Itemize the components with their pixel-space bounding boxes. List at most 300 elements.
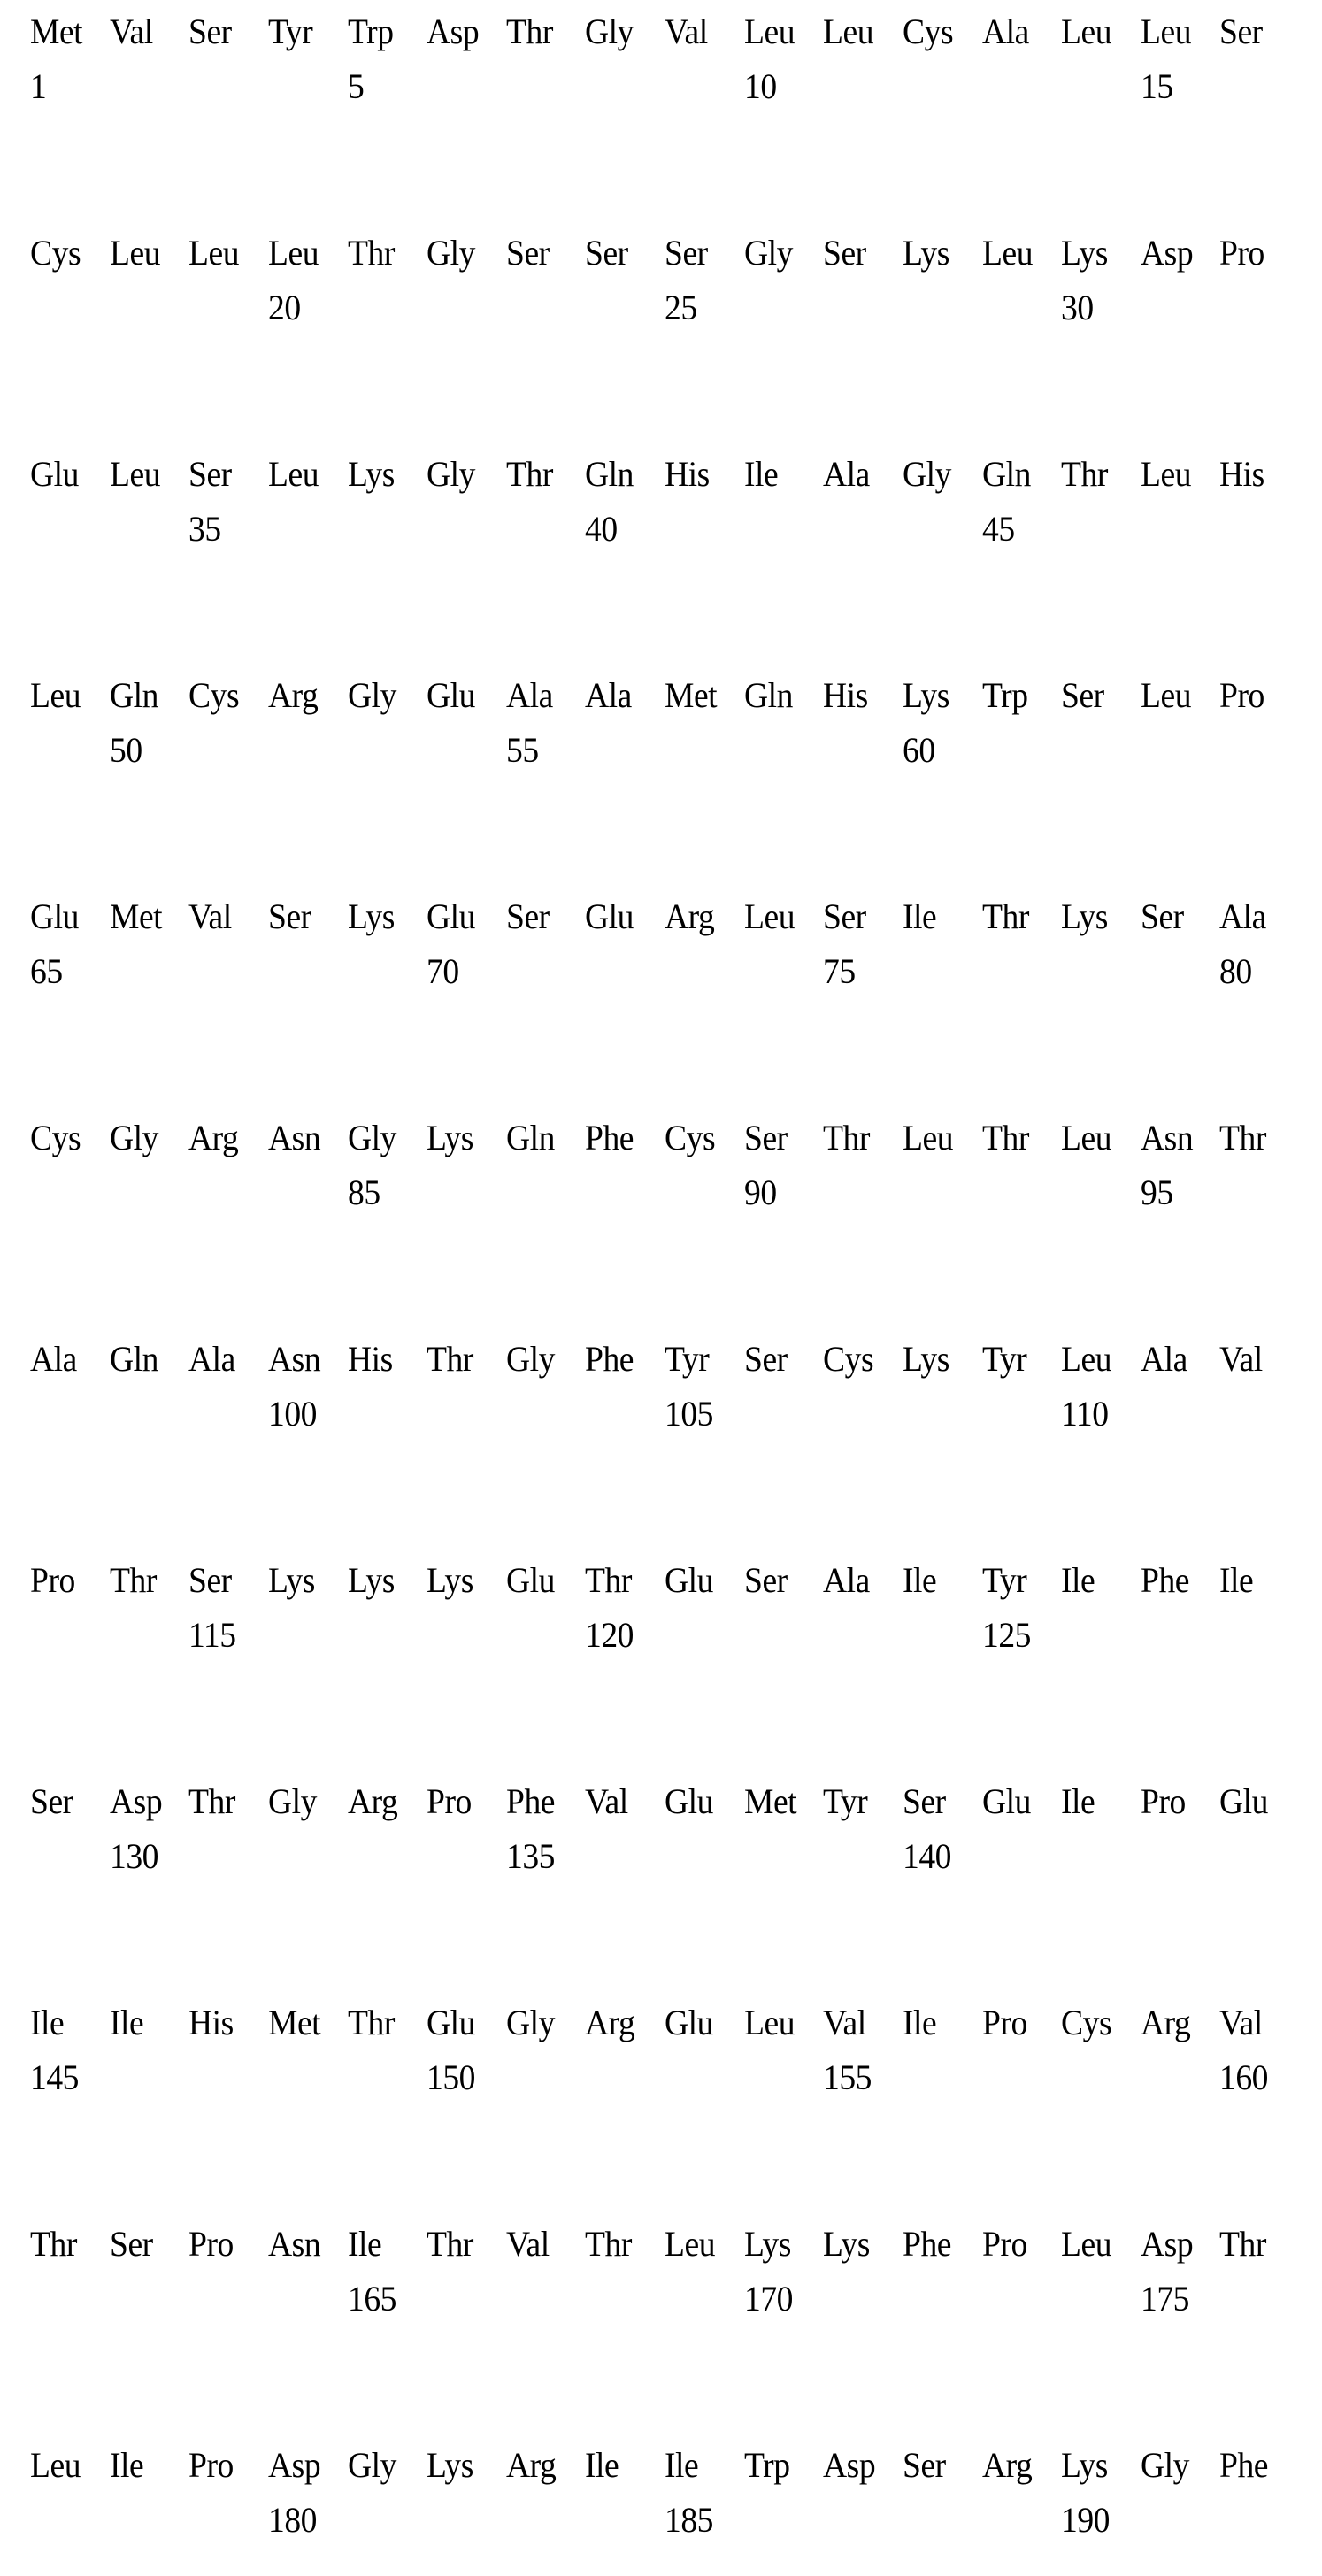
position-number: [188, 2278, 263, 2320]
position-number: 100: [267, 1394, 317, 1434]
position-number: [188, 1172, 263, 1214]
position-number: [903, 287, 977, 329]
residue-code: Ile: [1061, 1781, 1095, 1821]
residue-code: Ile: [585, 2445, 619, 2485]
residue-code: Lys: [427, 1560, 474, 1600]
position-number: [1061, 1614, 1135, 1657]
position-number: [665, 65, 739, 108]
residue-code: Lys: [267, 1560, 315, 1600]
residue-code: Ile: [30, 2003, 65, 2042]
residue-code: Gln: [981, 454, 1031, 494]
position-number: [30, 508, 104, 550]
residue-code: Thr: [1219, 2224, 1267, 2264]
residue-code: Cys: [30, 233, 81, 273]
position-number: [1141, 287, 1215, 329]
position-number: [1219, 1614, 1294, 1657]
position-number: [30, 1835, 104, 1878]
position-number: [744, 1835, 819, 1878]
residue-code: Thr: [347, 233, 395, 273]
position-number: [348, 1393, 422, 1435]
position-number: [665, 2057, 739, 2099]
residue-code: Asp: [1140, 2224, 1193, 2264]
position-number-row: [30, 2057, 1299, 2099]
residue-code: Phe: [585, 1118, 634, 1157]
residue-code: Ile: [109, 2003, 143, 2042]
position-number: [665, 1172, 739, 1214]
position-number: [348, 2057, 422, 2099]
residue-code: Arg: [585, 2003, 635, 2042]
residue-code: Trp: [981, 675, 1028, 715]
position-number: 40: [585, 509, 619, 549]
residue-code: His: [188, 2003, 234, 2042]
position-number: [188, 2057, 263, 2099]
residue-code: Gly: [347, 675, 396, 715]
position-number-row: [30, 2278, 1299, 2320]
position-number: 115: [188, 1615, 236, 1655]
residue-code: Ala: [981, 12, 1029, 51]
position-number: [1061, 1172, 1135, 1214]
residue-code: Leu: [30, 675, 81, 715]
residue-code: Ser: [188, 454, 232, 494]
position-number: [585, 950, 659, 993]
residue-code: Lys: [902, 675, 949, 715]
residue-code: Trp: [347, 12, 394, 51]
residue-code: Glu: [30, 896, 79, 936]
residue-code: Glu: [585, 896, 634, 936]
residue-code: Thr: [109, 1560, 157, 1600]
position-number: [1219, 287, 1294, 329]
position-number: [110, 65, 184, 108]
residue-row: [30, 453, 1299, 496]
position-number: 80: [1219, 951, 1253, 991]
residue-code: Asp: [267, 2445, 321, 2485]
residue-code: Glu: [1219, 1781, 1269, 1821]
residue-code: Lys: [347, 896, 395, 936]
sequence-block: [30, 896, 1299, 993]
residue-code: Gln: [109, 1339, 158, 1379]
residue-code: Arg: [347, 1781, 397, 1821]
sequence-block: [30, 1338, 1299, 1435]
position-number: 85: [347, 1173, 380, 1212]
position-number: [506, 65, 580, 108]
residue-code: Thr: [585, 2224, 633, 2264]
position-number: [188, 287, 263, 329]
residue-code: Val: [109, 12, 153, 51]
residue-code: Arg: [188, 1118, 239, 1157]
position-number: 60: [902, 730, 935, 770]
position-number-row: [30, 1172, 1299, 1214]
position-number: [665, 950, 739, 993]
residue-code: Leu: [267, 233, 319, 273]
residue-code: Thr: [427, 1339, 474, 1379]
residue-code: Leu: [109, 454, 160, 494]
residue-code: Gln: [109, 675, 158, 715]
residue-code: Ser: [743, 1560, 788, 1600]
sequence-block: [30, 232, 1299, 329]
position-number: 110: [1061, 1394, 1109, 1434]
residue-code: Ala: [30, 1339, 77, 1379]
position-number: [427, 1835, 501, 1878]
position-number: [1141, 2499, 1215, 2541]
position-number: [30, 2278, 104, 2320]
residue-code: Leu: [902, 1118, 953, 1157]
position-number: [506, 1393, 580, 1435]
position-number: [1061, 508, 1135, 550]
position-number: [744, 2499, 819, 2541]
position-number-row: [30, 287, 1299, 329]
residue-code: His: [665, 454, 710, 494]
residue-code: Ser: [109, 2224, 153, 2264]
position-number: [506, 508, 580, 550]
residue-code: Lys: [427, 1118, 474, 1157]
position-number: [1141, 1614, 1215, 1657]
residue-code: Trp: [743, 2445, 790, 2485]
position-number: [903, 1614, 977, 1657]
position-number: [585, 2499, 659, 2541]
position-number-row: [30, 1614, 1299, 1657]
position-number: [982, 65, 1057, 108]
position-number: [823, 65, 897, 108]
residue-code: Leu: [1140, 12, 1191, 51]
residue-code: Val: [1219, 2003, 1264, 2042]
residue-code: Met: [30, 12, 83, 51]
residue-code: His: [1219, 454, 1265, 494]
residue-code: Leu: [1061, 2224, 1112, 2264]
position-number: [30, 1614, 104, 1657]
residue-code: Pro: [981, 2224, 1027, 2264]
position-number: 160: [1219, 2057, 1269, 2097]
residue-code: Val: [1219, 1339, 1264, 1379]
position-number: 180: [267, 2500, 317, 2540]
position-number: [823, 2499, 897, 2541]
residue-code: Ser: [505, 896, 550, 936]
position-number-row: [30, 2499, 1299, 2541]
position-number: [903, 950, 977, 993]
residue-code: Leu: [665, 2224, 716, 2264]
position-number: 10: [743, 66, 777, 106]
residue-code: Ala: [585, 675, 633, 715]
residue-code: Leu: [30, 2445, 81, 2485]
position-number: 145: [30, 2057, 79, 2097]
position-number: [188, 65, 263, 108]
residue-code: Lys: [902, 233, 949, 273]
residue-code: Met: [109, 896, 162, 936]
residue-code: Ile: [347, 2224, 381, 2264]
position-number: [1219, 2499, 1294, 2541]
position-number: [506, 2499, 580, 2541]
residue-code: Ile: [665, 2445, 699, 2485]
position-number: [506, 1172, 580, 1214]
residue-row: [30, 2223, 1299, 2265]
residue-code: Leu: [1061, 12, 1112, 51]
residue-code: Phe: [1140, 1560, 1189, 1600]
residue-code: Gly: [505, 1339, 555, 1379]
position-number: [348, 950, 422, 993]
position-number: 135: [505, 1836, 555, 1876]
position-number: [1061, 1835, 1135, 1878]
position-number: [823, 1835, 897, 1878]
residue-code: Ile: [109, 2445, 143, 2485]
position-number: 15: [1140, 66, 1173, 106]
position-number: [30, 1172, 104, 1214]
residue-code: Thr: [585, 1560, 633, 1600]
residue-row: [30, 1117, 1299, 1159]
position-number: [110, 1614, 184, 1657]
position-number: [585, 729, 659, 772]
position-number: [1141, 1393, 1215, 1435]
residue-code: Glu: [427, 2003, 476, 2042]
residue-code: Tyr: [981, 1560, 1026, 1600]
sequence-blocks-container: [30, 11, 1299, 2541]
residue-row: [30, 674, 1299, 717]
residue-code: Thr: [188, 1781, 236, 1821]
position-number: 175: [1140, 2279, 1189, 2318]
position-number: 105: [665, 1394, 713, 1434]
residue-code: Lys: [1061, 2445, 1109, 2485]
position-number: 125: [981, 1615, 1031, 1655]
residue-code: Gln: [585, 454, 634, 494]
position-number: [744, 1393, 819, 1435]
position-number-row: [30, 1835, 1299, 1878]
position-number: [982, 1393, 1057, 1435]
residue-code: Ser: [823, 233, 866, 273]
position-number: [823, 287, 897, 329]
residue-code: Gln: [743, 675, 793, 715]
position-number: 5: [347, 66, 364, 106]
position-number: [348, 1835, 422, 1878]
position-number: [268, 508, 342, 550]
position-number: [110, 508, 184, 550]
residue-code: Gly: [427, 454, 476, 494]
residue-code: Ala: [823, 1560, 871, 1600]
residue-code: Arg: [505, 2445, 557, 2485]
residue-code: Leu: [743, 12, 795, 51]
residue-code: Asn: [267, 2224, 321, 2264]
residue-code: Glu: [981, 1781, 1031, 1821]
position-number: [1219, 2278, 1294, 2320]
position-number: [110, 2057, 184, 2099]
residue-code: Arg: [1140, 2003, 1191, 2042]
residue-code: Ser: [743, 1118, 788, 1157]
position-number: 150: [427, 2057, 476, 2097]
position-number: [30, 287, 104, 329]
residue-code: Leu: [109, 233, 160, 273]
residue-code: Lys: [1061, 896, 1109, 936]
residue-code: Ser: [267, 896, 311, 936]
position-number: [348, 2499, 422, 2541]
residue-code: Thr: [1061, 454, 1109, 494]
sequence-block: [30, 1780, 1299, 1878]
residue-code: Lys: [902, 1339, 949, 1379]
position-number: [506, 2278, 580, 2320]
residue-code: Gly: [505, 2003, 555, 2042]
residue-code: Lys: [743, 2224, 791, 2264]
position-number: [110, 2499, 184, 2541]
residue-code: Phe: [505, 1781, 555, 1821]
residue-code: Thr: [347, 2003, 395, 2042]
sequence-block: [30, 674, 1299, 772]
residue-code: Pro: [1219, 675, 1265, 715]
residue-code: Thr: [1219, 1118, 1267, 1157]
position-number: [268, 1835, 342, 1878]
position-number: [268, 1614, 342, 1657]
residue-code: Val: [585, 1781, 629, 1821]
position-number: [585, 65, 659, 108]
position-number: [823, 1393, 897, 1435]
position-number: [823, 1172, 897, 1214]
residue-code: Leu: [743, 896, 795, 936]
position-number: [903, 2278, 977, 2320]
residue-code: Pro: [1140, 1781, 1186, 1821]
position-number: 120: [585, 1615, 634, 1655]
residue-code: Pro: [188, 2224, 234, 2264]
position-number: [982, 2499, 1057, 2541]
residue-code: Ser: [823, 896, 866, 936]
position-number: [506, 1614, 580, 1657]
residue-code: Ala: [188, 1339, 236, 1379]
residue-code: Thr: [505, 454, 553, 494]
residue-code: Lys: [347, 454, 395, 494]
residue-code: Glu: [505, 1560, 555, 1600]
residue-code: Gly: [427, 233, 476, 273]
residue-code: Leu: [743, 2003, 795, 2042]
position-number: 155: [823, 2057, 872, 2097]
residue-code: Thr: [30, 2224, 77, 2264]
position-number: [982, 1835, 1057, 1878]
residue-code: Leu: [1061, 1118, 1112, 1157]
position-number: [268, 2278, 342, 2320]
sequence-block: [30, 2002, 1299, 2099]
residue-code: Gly: [902, 454, 951, 494]
sequence-block: [30, 1117, 1299, 1214]
position-number-row: [30, 1393, 1299, 1435]
position-number: [903, 2499, 977, 2541]
position-number: [665, 508, 739, 550]
residue-code: Ser: [902, 2445, 946, 2485]
position-number: [427, 2278, 501, 2320]
position-number: [188, 1835, 263, 1878]
position-number: [427, 729, 501, 772]
position-number: [427, 65, 501, 108]
position-number: [982, 2057, 1057, 2099]
sequence-block: [30, 2223, 1299, 2320]
position-number: [903, 2057, 977, 2099]
position-number: [110, 950, 184, 993]
residue-code: Phe: [1219, 2445, 1269, 2485]
residue-code: Leu: [188, 233, 240, 273]
position-number: [665, 1835, 739, 1878]
position-number: [506, 2057, 580, 2099]
position-number: [982, 950, 1057, 993]
position-number: [585, 287, 659, 329]
position-number: [744, 287, 819, 329]
position-number: 45: [981, 509, 1015, 549]
position-number: [268, 729, 342, 772]
position-number: [823, 1614, 897, 1657]
residue-code: Glu: [427, 896, 476, 936]
position-number: [982, 1172, 1057, 1214]
residue-code: Ile: [902, 1560, 937, 1600]
residue-code: Leu: [981, 233, 1033, 273]
position-number: 170: [743, 2279, 793, 2318]
position-number: [1141, 729, 1215, 772]
residue-code: Ala: [505, 675, 553, 715]
position-number: [1141, 2057, 1215, 2099]
position-number: [1219, 1835, 1294, 1878]
position-number: [348, 508, 422, 550]
position-number: [188, 2499, 263, 2541]
residue-code: Ser: [1061, 675, 1104, 715]
position-number: [30, 2499, 104, 2541]
sequence-block: [30, 453, 1299, 550]
position-number: [1061, 2278, 1135, 2320]
residue-row: [30, 1780, 1299, 1823]
position-number: [1061, 65, 1135, 108]
position-number: [744, 508, 819, 550]
residue-code: Val: [823, 2003, 866, 2042]
residue-row: [30, 232, 1299, 274]
position-number: [903, 1172, 977, 1214]
position-number-row: [30, 729, 1299, 772]
position-number: 50: [109, 730, 142, 770]
residue-code: Gly: [585, 12, 634, 51]
position-number: [348, 1614, 422, 1657]
position-number: [188, 1393, 263, 1435]
position-number: [268, 1172, 342, 1214]
position-number: [823, 2278, 897, 2320]
position-number: [427, 287, 501, 329]
residue-code: Phe: [902, 2224, 951, 2264]
residue-code: Cys: [188, 675, 240, 715]
position-number: [744, 2057, 819, 2099]
position-number: 190: [1061, 2500, 1111, 2540]
position-number: [585, 2278, 659, 2320]
residue-code: Tyr: [823, 1781, 868, 1821]
residue-code: Val: [665, 12, 708, 51]
position-number: [188, 729, 263, 772]
residue-code: Glu: [665, 1781, 713, 1821]
residue-code: Cys: [902, 12, 953, 51]
residue-code: Ile: [743, 454, 778, 494]
residue-code: Gly: [267, 1781, 317, 1821]
residue-code: Asp: [1140, 233, 1193, 273]
position-number: 70: [427, 951, 459, 991]
residue-code: Tyr: [981, 1339, 1026, 1379]
residue-code: Ala: [1219, 896, 1267, 936]
residue-code: Glu: [665, 1560, 713, 1600]
residue-code: Gly: [347, 1118, 396, 1157]
position-number: [903, 1393, 977, 1435]
position-number: 55: [505, 730, 539, 770]
residue-code: Asn: [1140, 1118, 1193, 1157]
residue-code: Ile: [1061, 1560, 1095, 1600]
residue-row: [30, 896, 1299, 938]
position-number: [1061, 2057, 1135, 2099]
residue-code: Pro: [1219, 233, 1265, 273]
position-number: [268, 950, 342, 993]
position-number: [1061, 729, 1135, 772]
residue-code: Glu: [427, 675, 476, 715]
position-number: [823, 729, 897, 772]
residue-code: Thr: [981, 896, 1029, 936]
position-number: [665, 1614, 739, 1657]
residue-code: Leu: [823, 12, 874, 51]
sequence-block: [30, 11, 1299, 108]
position-number: [744, 1614, 819, 1657]
residue-code: Met: [665, 675, 718, 715]
position-number: [1141, 1835, 1215, 1878]
position-number: [1219, 65, 1294, 108]
